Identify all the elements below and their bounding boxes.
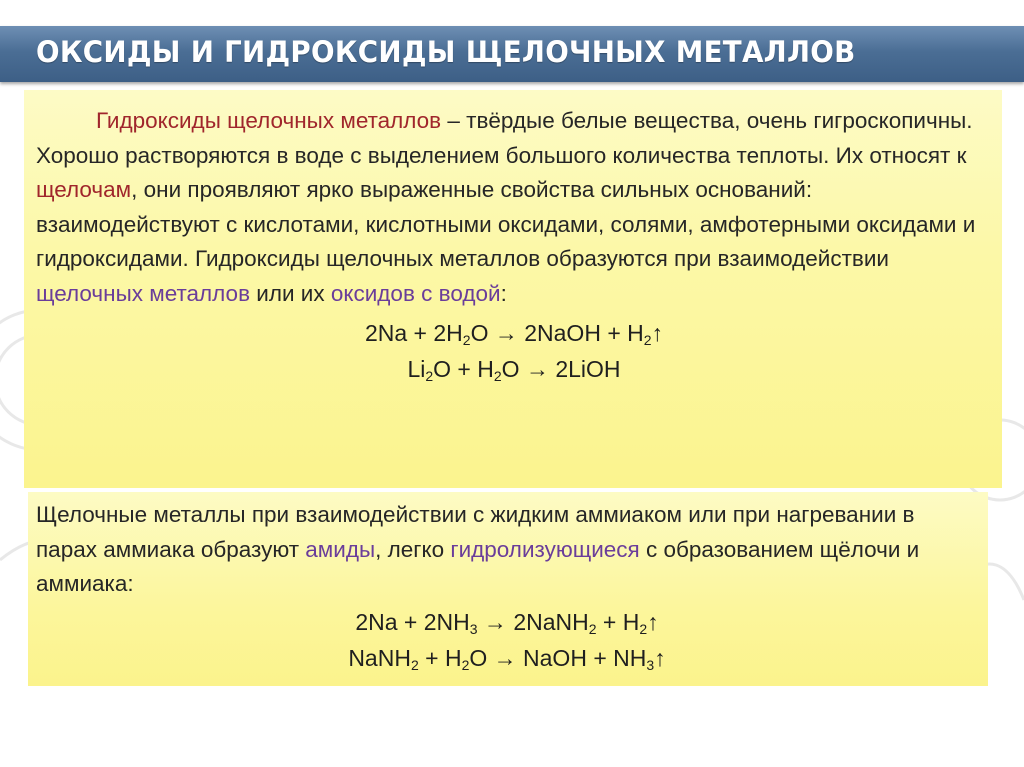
equations-bottom	[36, 604, 978, 676]
eq-subscript: 2	[462, 332, 471, 348]
eq-part: Li	[407, 356, 426, 382]
eq-part: ↑	[654, 644, 666, 671]
eq-part: + H	[596, 608, 640, 635]
term-hydroxides: Гидроксиды щелочных металлов	[96, 108, 442, 133]
term-hydrolyzing: гидролизующиеся	[450, 536, 640, 562]
eq-part: → 2NaNH	[477, 608, 589, 635]
term-amides: амиды	[305, 536, 376, 562]
amides-panel	[28, 492, 988, 686]
text-part: :	[500, 280, 507, 306]
eq-part: O → 2LiOH	[501, 356, 621, 382]
text-part: – твёрдые белые вещества, очень гигроскопичны. Хорошо растворяются в воде с выделением большого количества теплоты. Их относят к	[36, 108, 973, 168]
eq-part: O + H	[433, 356, 494, 382]
hydroxides-description	[36, 104, 992, 311]
eq-part: ↑	[647, 608, 659, 635]
equations-top	[36, 315, 992, 387]
title-bar	[0, 26, 1024, 82]
eq-subscript: 2	[639, 620, 648, 637]
equation-li2o-water	[36, 351, 992, 387]
eq-subscript: 2	[588, 620, 597, 637]
term-alkalis: щелочам	[36, 177, 132, 202]
eq-part: NaNH	[348, 644, 411, 671]
eq-subscript: 2	[643, 332, 652, 348]
eq-subscript: 2	[425, 368, 434, 384]
eq-subscript: 2	[461, 656, 470, 673]
equation-na-ammonia	[36, 604, 978, 640]
text-part: , они проявляют ярко выраженные свойства сильных оснований: взаимодействуют с кислотами, кислотными оксидами, солями, амфотерными оксидами и гидроксидами. Гидроксиды щелочных металлов образуются при взаимодействии	[36, 177, 976, 271]
eq-part: 2Na + 2H	[364, 320, 463, 346]
amides-description	[36, 498, 978, 602]
hydroxides-panel	[24, 90, 1002, 488]
slide-title: ОКСИДЫ И ГИДРОКСИДЫ ЩЕЛОЧНЫХ МЕТАЛЛОВ	[36, 35, 856, 69]
eq-part: O → 2NaOH + H	[470, 320, 644, 346]
text-part: Щелочные металлы при взаимодействии с жидким аммиаком или при нагревании в парах аммиака образуют	[36, 502, 915, 562]
eq-subscript: 3	[646, 656, 655, 673]
eq-part: 2Na + 2NH	[355, 608, 470, 635]
term-alkali-metals: щелочных металлов	[36, 280, 251, 306]
text-part: или их	[250, 280, 331, 306]
text-part: с образованием щёлочи и аммиака:	[36, 536, 920, 596]
eq-part: + H	[418, 644, 462, 671]
text-part: , легко	[375, 536, 451, 562]
eq-subscript: 3	[469, 620, 478, 637]
equation-na-water	[36, 315, 992, 351]
eq-subscript: 2	[493, 368, 502, 384]
eq-subscript: 2	[410, 656, 419, 673]
eq-part: O → NaOH + NH	[469, 644, 647, 671]
equation-nanh2-water	[36, 640, 978, 676]
term-oxides-with-water: оксидов с водой	[330, 280, 501, 306]
eq-part: ↑	[651, 320, 664, 346]
